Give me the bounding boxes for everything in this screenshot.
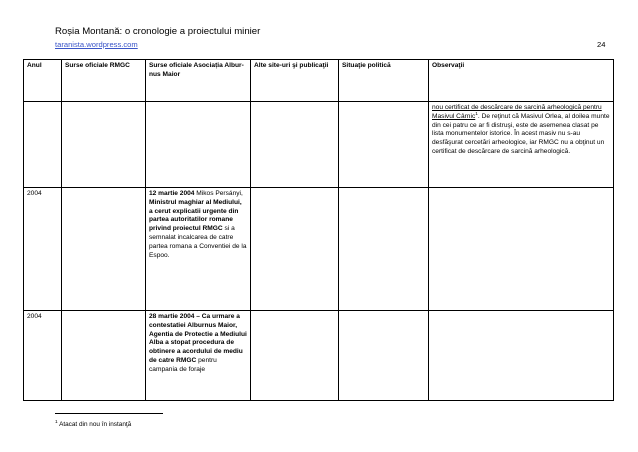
footnote	[55, 420, 131, 428]
table-row	[24, 102, 614, 188]
column-header-political-situation: Situaţie politică	[339, 60, 429, 102]
cell-year: 2004	[24, 188, 62, 311]
page-number: 24	[597, 40, 606, 49]
cell-other	[251, 311, 339, 401]
table-row	[24, 188, 614, 311]
event-text: si a semnalat incalcarea de catre partea romana a Conventiei de la Espoo.	[149, 225, 247, 259]
site-link[interactable]: taranista.wordpress.com	[55, 40, 138, 49]
cell-political	[339, 102, 429, 188]
cell-observations	[429, 188, 614, 311]
cell-alburnus	[146, 311, 251, 401]
cell-political	[339, 188, 429, 311]
document-title: Roșia Montană: o cronologie a proiectului minier	[55, 26, 261, 37]
column-header-year: Anul	[24, 60, 62, 102]
column-header-rmgc-sources: Surse oficiale RMGC	[62, 60, 146, 102]
cell-observations	[429, 102, 614, 188]
table-row	[24, 311, 614, 401]
chronology-table	[23, 59, 614, 401]
column-header-alburnus-sources: Surse oficiale Asociația Alburnus Maior	[146, 60, 251, 102]
certificate-text: nou certificat de descărcare de sarcină arheologică pentru Masivul Cârnic	[432, 104, 602, 120]
cell-rmgc	[62, 188, 146, 311]
cell-other	[251, 102, 339, 188]
cell-year	[24, 102, 62, 188]
footnote-number: 1	[55, 420, 58, 425]
event-date: 12 martie 2004	[149, 190, 195, 197]
cell-rmgc	[62, 102, 146, 188]
column-header-other-sites: Alte site-uri şi publicaţii	[251, 60, 339, 102]
cell-alburnus	[146, 188, 251, 311]
table-header-row	[24, 60, 614, 102]
cell-political	[339, 311, 429, 401]
event-text-bold: Ministrul maghiar al Mediului, a cerut explicatii urgente din partea autoritatilor romane privind proiectul RMGC	[149, 198, 242, 233]
observations-text: . De reţinut că Masivul Orlea, al doilea munte din cei patru ce ar fi distruşi, este de asemenea clasat pe lista monumentelor istorice. În acest masiv nu s-au desfăşurat cercetări arheologice, iar RMGC nu a obţinut un certificat de descărcare de sarcină arheologică.	[432, 112, 610, 155]
cell-rmgc	[62, 311, 146, 401]
event-text: Mikos Persányi,	[194, 190, 243, 197]
event-text: pentru campania de foraje	[149, 356, 217, 373]
cell-year: 2004	[24, 311, 62, 401]
footnote-reference[interactable]: 1	[475, 111, 478, 117]
event-text-bold: 28 martie 2004 – Ca urmare a contestatiei Alburnus Maior, Agentia de Protectie a Mediului Alba a stopat procedura de obtinere a acordului de mediu de catre RMGC	[149, 313, 247, 364]
column-header-observations: Observaţii	[429, 60, 614, 102]
footnote-separator	[55, 413, 163, 414]
cell-alburnus	[146, 102, 251, 188]
footnote-text: Atacat din nou în instanţă	[57, 421, 132, 429]
cell-other	[251, 188, 339, 311]
cell-observations	[429, 311, 614, 401]
